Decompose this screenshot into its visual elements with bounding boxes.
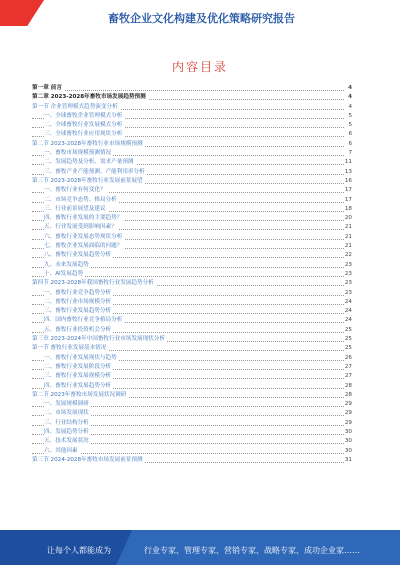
toc-entry-page: 27 — [344, 363, 352, 372]
toc-entry-label: 二、发展趋势及分析、需求产量预测 — [44, 159, 134, 166]
toc-entry-page: 21 — [344, 223, 352, 232]
toc-entry-label: 三、畜牧行业发展趋势分析 — [44, 308, 112, 315]
toc-entry[interactable] — [32, 372, 352, 381]
toc-entry-label: 二、市场竞争态势、格局分析 — [44, 196, 117, 203]
toc-entry-page: 17 — [344, 186, 352, 195]
toc-entry-label: 四、国内畜牧行业竞争格局分析 — [44, 317, 123, 324]
toc-entry-page: 5 — [347, 121, 352, 130]
toc-entry-page: 18 — [344, 205, 352, 214]
toc-entry-page: 30 — [344, 428, 352, 437]
toc-entry[interactable] — [32, 214, 352, 223]
toc-entry-label: 六、其他因素 — [44, 447, 78, 454]
toc-entry-page: 23 — [344, 289, 352, 298]
toc-entry-page: 11 — [344, 158, 352, 167]
toc-entry-page: 21 — [344, 242, 352, 251]
toc-entry[interactable] — [32, 196, 352, 205]
toc-entry-label: 第二章 2023-2028年畜牧市场发展趋势预测 — [32, 94, 146, 101]
toc-entry[interactable] — [32, 261, 352, 270]
toc-entry-page: 30 — [344, 437, 352, 446]
toc-entry-page: 23 — [344, 261, 352, 270]
toc-entry-page: 17 — [344, 196, 352, 205]
toc-entry[interactable] — [32, 140, 352, 149]
toc-entry[interactable] — [32, 428, 352, 437]
toc-entry-label: 三、畜牧行业发展规模分析 — [44, 373, 112, 380]
toc-entry-label: 第三章 2023-2024年中国畜牧行业市场发展现状分析 — [32, 336, 165, 343]
toc-entry-page: 20 — [344, 214, 352, 223]
toc-entry[interactable] — [32, 103, 352, 112]
toc-entry[interactable] — [32, 121, 352, 130]
header-red-accent — [0, 0, 44, 26]
toc-entry-label: 一、畜牧行业有何变化？ — [44, 187, 106, 194]
toc-entry-label: 七、畜牧企业发展面临的问题？ — [44, 243, 123, 250]
toc-entry-page: 7 — [347, 149, 352, 158]
toc-entry-page: 29 — [344, 419, 352, 428]
toc-entry-page: 29 — [344, 400, 352, 409]
toc-leader-dots — [32, 90, 344, 91]
toc-entry-label: 三、畜牧产业产能预测、产能利用率分析 — [44, 168, 145, 175]
toc-entry-page: 23 — [344, 270, 352, 279]
toc-entry[interactable] — [32, 382, 352, 391]
toc-entry-page: 6 — [347, 140, 352, 149]
toc-entry-label: 三、行业前景展望及建议 — [44, 205, 106, 212]
toc-entry[interactable] — [32, 447, 352, 456]
toc-entry-page: 4 — [347, 93, 352, 102]
toc-entry-page: 28 — [344, 382, 352, 391]
toc-entry-label: 一、畜牧行业发展现状与趋势 — [44, 354, 117, 361]
toc-entry-label: 九、未来发展趋势 — [44, 261, 89, 268]
toc-entry-page: 6 — [347, 130, 352, 139]
toc-entry[interactable] — [32, 223, 352, 232]
table-of-contents — [32, 84, 352, 465]
toc-entry-label: 二、畜牧行业发展阶段分析 — [44, 363, 112, 370]
toc-entry-label: 三、全球畜牧行业应用现状分析 — [44, 131, 123, 138]
toc-entry[interactable] — [32, 251, 352, 260]
toc-entry-label: 二、全球畜牧行业发展模式分析 — [44, 122, 123, 129]
toc-entry-label: 六、畜牧行业发展态势现状分析 — [44, 233, 123, 240]
toc-entry[interactable] — [32, 168, 352, 177]
toc-entry-page: 24 — [344, 307, 352, 316]
toc-entry[interactable] — [32, 158, 352, 167]
page-header — [0, 0, 400, 33]
toc-entry-page: 23 — [344, 279, 352, 288]
toc-entry[interactable] — [32, 130, 352, 139]
toc-entry-label: 二、畜牧行业市场规模分析 — [44, 298, 112, 305]
toc-entry-page: 5 — [347, 112, 352, 121]
toc-entry-page: 25 — [344, 344, 352, 353]
toc-entry-label: 第四节 2023-2028年我国畜牧行业发展趋势分析 — [32, 280, 154, 287]
toc-entry[interactable] — [32, 186, 352, 195]
toc-entry-page: 21 — [344, 233, 352, 242]
toc-entry[interactable] — [32, 456, 352, 465]
toc-entry-page: 13 — [344, 168, 352, 177]
toc-entry[interactable] — [32, 149, 352, 158]
toc-entry-page: 24 — [344, 298, 352, 307]
toc-entry[interactable] — [32, 344, 352, 353]
toc-entry-label: 第一节 畜牧行业发展基本情况 — [32, 345, 107, 352]
toc-entry[interactable] — [32, 279, 352, 288]
toc-entry-page: 27 — [344, 372, 352, 381]
footer-slogan-right: 行业专家、管理专家、营销专家、战略专家、成功企业家…… — [144, 546, 360, 555]
toc-entry[interactable] — [32, 391, 352, 400]
toc-entry[interactable] — [32, 270, 352, 279]
toc-entry[interactable] — [32, 84, 352, 93]
toc-entry-label: 十、AI发展趋势 — [44, 270, 84, 277]
toc-entry-page: 25 — [344, 326, 352, 335]
footer-slogan-left: 让每个人都能成为 — [47, 546, 111, 555]
toc-entry-label: 四、畜牧行业发展趋势分析 — [44, 382, 112, 389]
toc-entry-label: 五、技术发展状况 — [44, 438, 89, 445]
toc-entry-label: 第二节 2023-2028年畜牧行业市场规模预测 — [32, 140, 143, 147]
toc-entry-label: 一、畜牧行业竞争趋势分析 — [44, 289, 112, 296]
toc-entry-page: 31 — [344, 456, 352, 465]
toc-entry[interactable] — [32, 409, 352, 418]
toc-entry[interactable] — [32, 400, 352, 409]
toc-entry[interactable] — [32, 177, 352, 186]
toc-entry-label: 一、全球畜牧企业管理模式分析 — [44, 112, 123, 119]
toc-entry-label: 第三节 2024-2028年畜牧市场发展前景预测 — [32, 456, 143, 463]
toc-entry-label: 八、畜牧行业发展趋势分析 — [44, 252, 112, 259]
toc-entry-label: 第二节 2023年畜牧市场发展状况调研 — [32, 391, 127, 398]
toc-entry[interactable] — [32, 307, 352, 316]
toc-entry[interactable] — [32, 233, 352, 242]
toc-entry-label: 五、行业发展受到影响因素？ — [44, 224, 117, 231]
toc-entry-label: 一、畜牧市场规模预测情况 — [44, 150, 112, 157]
toc-entry-page: 22 — [344, 251, 352, 260]
toc-heading: 内容目录 — [171, 60, 228, 74]
toc-entry-label: 第一章 前言 — [32, 85, 62, 91]
toc-entry[interactable] — [32, 289, 352, 298]
toc-entry-page: 26 — [344, 354, 352, 363]
toc-entry[interactable] — [32, 93, 352, 102]
toc-entry[interactable] — [32, 419, 352, 428]
toc-entry-page: 4 — [347, 103, 352, 112]
toc-entry[interactable] — [32, 316, 352, 325]
toc-entry-page: 30 — [344, 447, 352, 456]
toc-entry-label: 三、行业结构分析 — [44, 419, 89, 426]
toc-entry[interactable] — [32, 437, 352, 446]
toc-entry[interactable] — [32, 205, 352, 214]
toc-entry-page: 4 — [347, 84, 352, 93]
toc-entry-label: 四、畜牧行业发展的主要趋势？ — [44, 215, 123, 222]
toc-entry[interactable] — [32, 354, 352, 363]
toc-entry[interactable] — [32, 298, 352, 307]
toc-entry-label: 五、畜牧行业投资机会分析 — [44, 326, 112, 333]
toc-entry-label: 二、市场发展现状 — [44, 410, 89, 417]
toc-entry[interactable] — [32, 335, 352, 344]
toc-entry-label: 四、发展趋势分析 — [44, 428, 89, 435]
report-title: 畜牧企业文化构建及优化策略研究报告 — [108, 12, 295, 25]
toc-entry[interactable] — [32, 242, 352, 251]
toc-entry-label: 一、发展规模调研 — [44, 401, 89, 408]
toc-entry-label: 第三节 2023-2028年畜牧行业发展前景展望 — [32, 177, 143, 184]
toc-entry-page: 29 — [344, 409, 352, 418]
toc-entry-page: 28 — [344, 391, 352, 400]
toc-entry[interactable] — [32, 112, 352, 121]
toc-entry-page: 25 — [344, 335, 352, 344]
toc-entry[interactable] — [32, 326, 352, 335]
toc-entry[interactable] — [32, 363, 352, 372]
toc-entry-page: 24 — [344, 316, 352, 325]
toc-entry-page: 16 — [344, 177, 352, 186]
toc-entry-label: 第一节 企业管理模式趋势演变分析 — [32, 103, 118, 110]
